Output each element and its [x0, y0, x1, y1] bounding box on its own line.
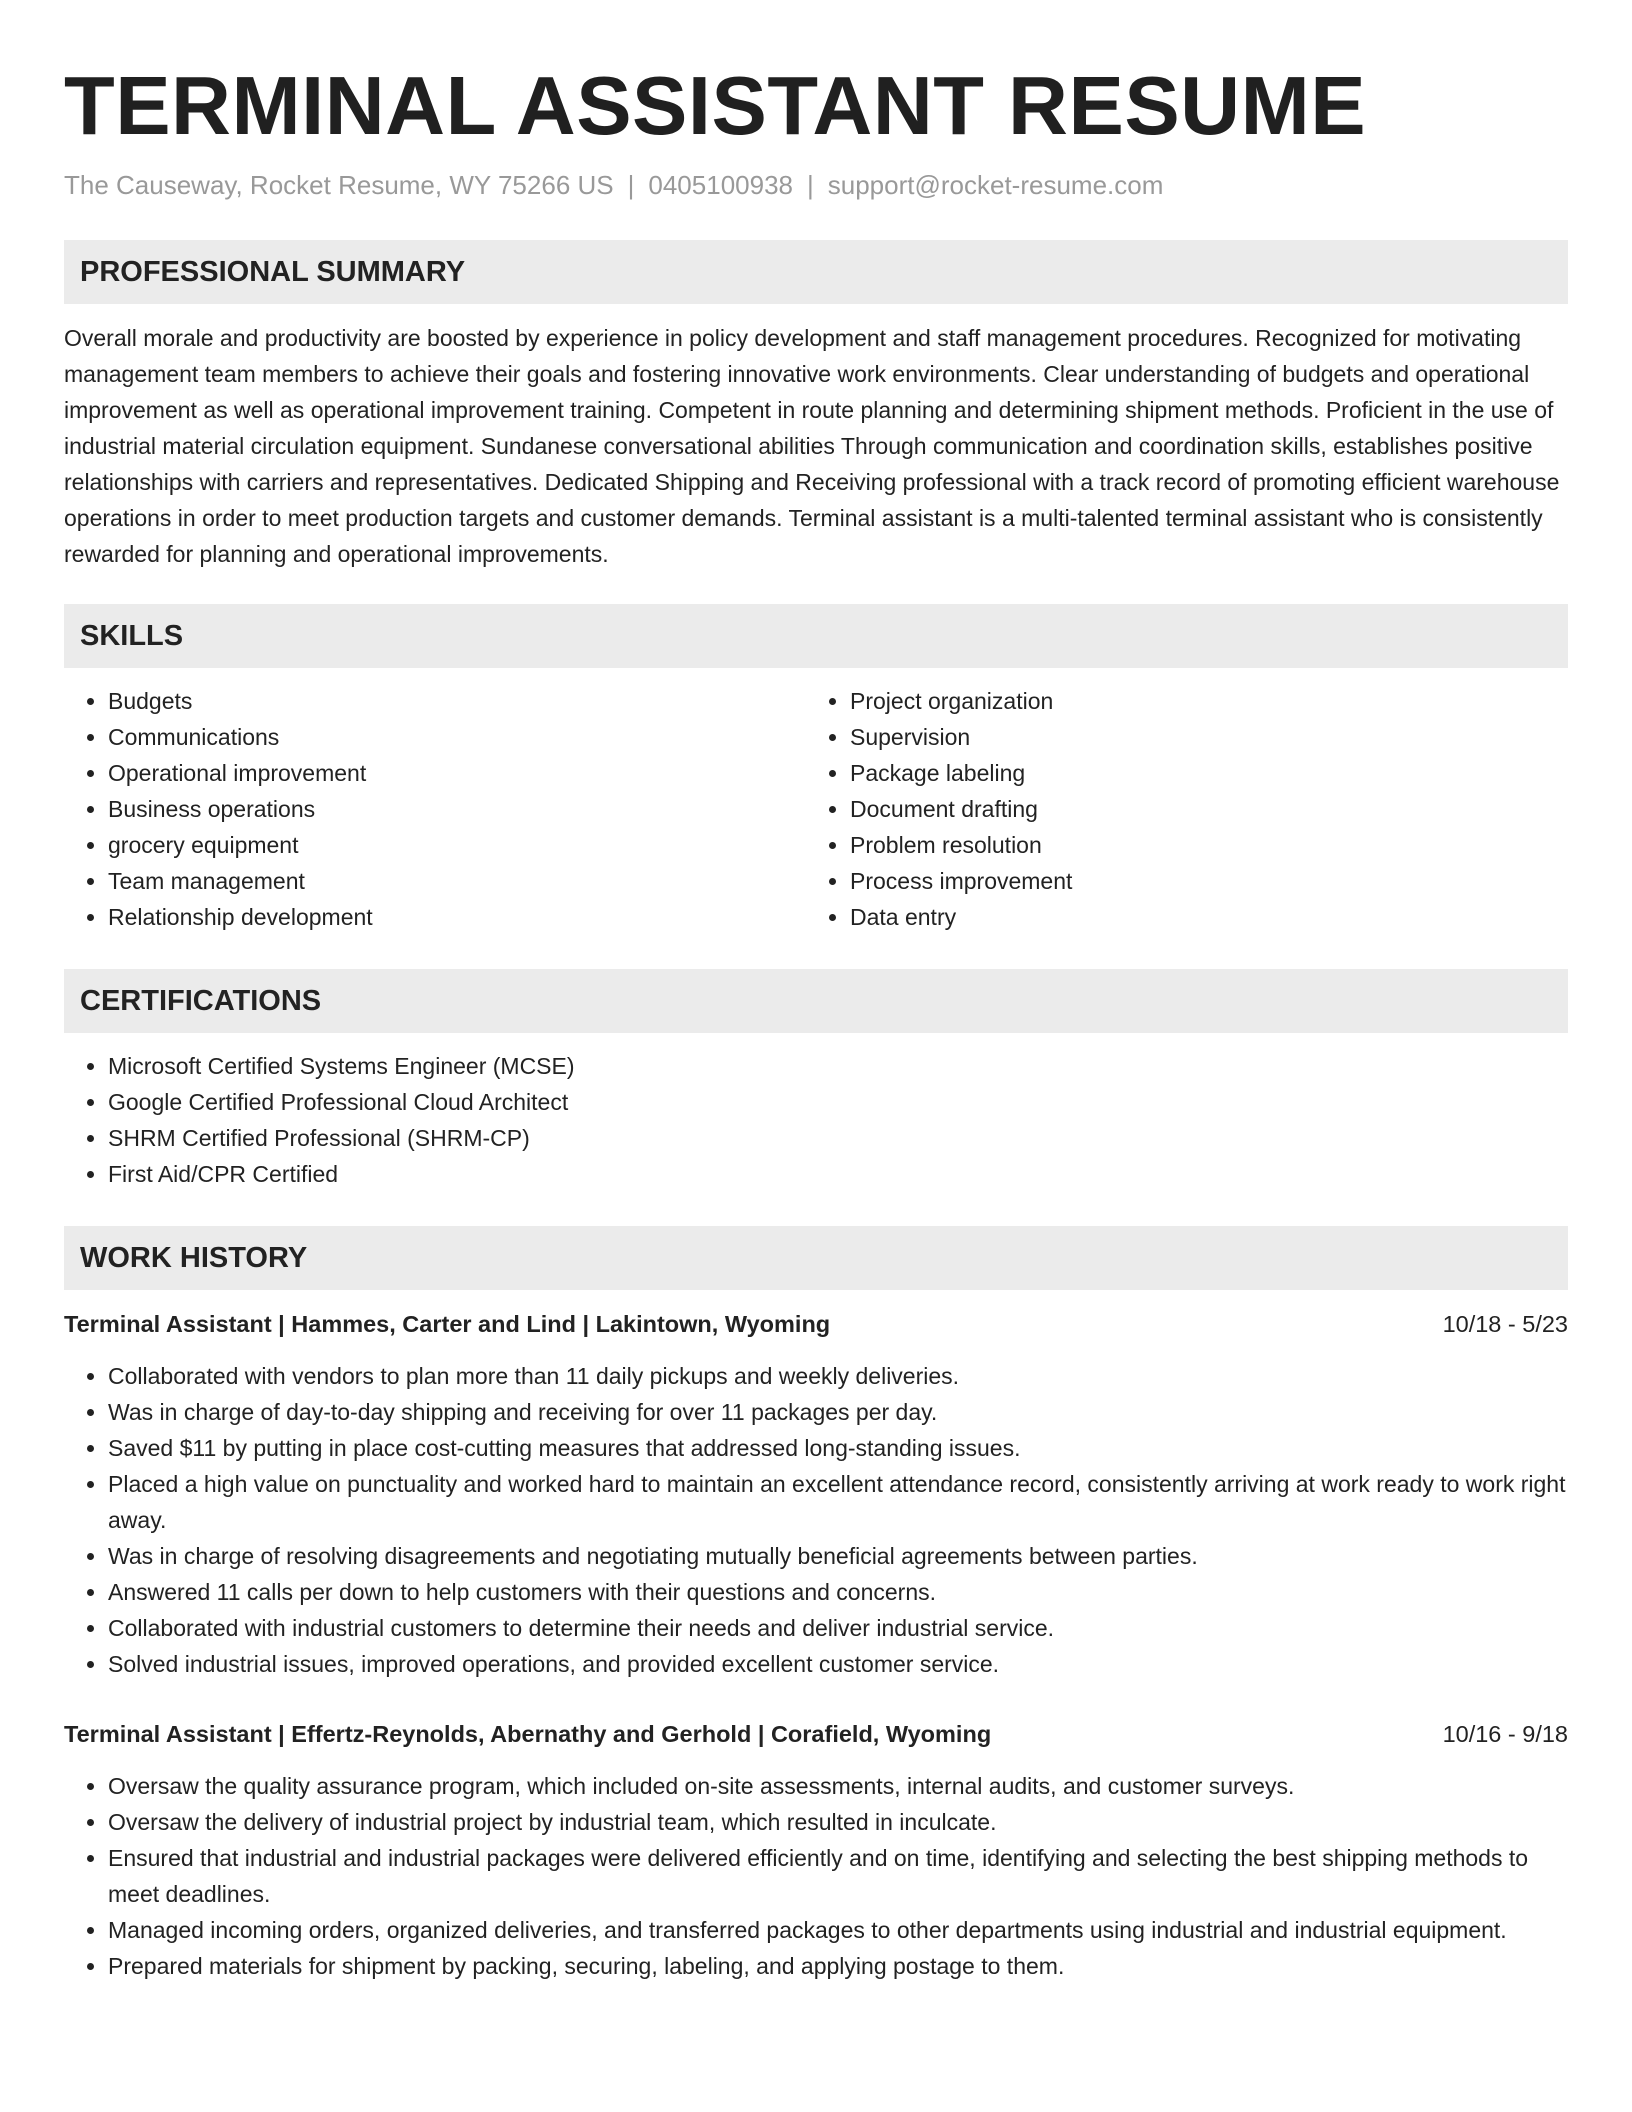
certification-item: • First Aid/CPR Certified: [108, 1156, 1568, 1192]
skill-item: • Team management: [108, 863, 806, 899]
job-dates: 10/16 - 9/18: [1442, 1721, 1568, 1747]
skill-item: • Process improvement: [850, 863, 1548, 899]
job-entry: [64, 1716, 1568, 1984]
skill-item: • Supervision: [850, 719, 1548, 755]
job-bullet: • Collaborated with industrial customers to determine their needs and deliver industrial service.: [108, 1610, 1568, 1646]
contact-separator: |: [807, 170, 814, 200]
contact-address: The Causeway, Rocket Resume, WY 75266 US: [64, 170, 614, 200]
job-bullet: • Oversaw the delivery of industrial project by industrial team, which resulted in inculcate.: [108, 1804, 1568, 1840]
job-bullet: • Ensured that industrial and industrial packages were delivered efficiently and on time, identifying and selecting the best shipping methods to meet deadlines.: [108, 1840, 1568, 1912]
job-bullet: • Oversaw the quality assurance program, which included on-site assessments, internal audits, and customer surveys.: [108, 1768, 1568, 1804]
skill-item: • Communications: [108, 719, 806, 755]
skill-item: • Budgets: [108, 683, 806, 719]
contact-email: support@rocket-resume.com: [827, 170, 1164, 200]
job-entry: [64, 1306, 1568, 1682]
certification-item: • SHRM Certified Professional (SHRM-CP): [108, 1120, 1568, 1156]
contact-line: [64, 168, 1568, 202]
job-dates: 10/18 - 5/23: [1442, 1311, 1568, 1337]
job-bullet: • Placed a high value on punctuality and worked hard to maintain an excellent attendance record, consistently arriving at work ready to work right away.: [108, 1466, 1568, 1538]
skill-item: • Document drafting: [850, 791, 1548, 827]
job-bullet: • Was in charge of resolving disagreements and negotiating mutually beneficial agreements between parties.: [108, 1538, 1568, 1574]
skill-item: • Problem resolution: [850, 827, 1548, 863]
summary-text: Overall morale and productivity are boosted by experience in policy development and staff management procedures. Recognized for motivating management team members to achieve their goals and fostering innovative work environments. Clear understanding of budgets and operational improvement as well as operational improvement training. Competent in route planning and determining shipment methods. Proficient in the use of industrial material circulation equipment. Sundanese conversational abilities Through communication and coordination skills, establishes positive relationships with carriers and representatives. Dedicated Shipping and Receiving professional with a track record of promoting efficient warehouse operations in order to meet production targets and customer demands. Terminal assistant is a multi-talented terminal assistant who is consistently rewarded for planning and operational improvements.: [64, 325, 1560, 567]
certifications-list: [64, 1048, 1568, 1192]
job-bullet: • Was in charge of day-to-day shipping and receiving for over 11 packages per day.: [108, 1394, 1568, 1430]
job-title: Terminal Assistant | Hammes, Carter and Lind | Lakintown, Wyoming: [64, 1311, 831, 1337]
skills-column-left: [64, 683, 806, 935]
job-bullet: • Managed incoming orders, organized deliveries, and transferred packages to other departments using industrial and industrial equipment.: [108, 1912, 1568, 1948]
job-header: [64, 1716, 1568, 1752]
certification-item: • Google Certified Professional Cloud Architect: [108, 1084, 1568, 1120]
job-header: [64, 1306, 1568, 1342]
resume-title: TERMINAL ASSISTANT RESUME: [64, 59, 1367, 152]
skill-item: • grocery equipment: [108, 827, 806, 863]
job-bullet: • Prepared materials for shipment by packing, securing, labeling, and applying postage to them.: [108, 1948, 1568, 1984]
section-heading-certifications: CERTIFICATIONS: [64, 969, 1568, 1033]
job-bullets: [64, 1358, 1568, 1682]
job-bullet: • Solved industrial issues, improved operations, and provided excellent customer service.: [108, 1646, 1568, 1682]
job-bullet: • Saved $11 by putting in place cost-cutting measures that addressed long-standing issues.: [108, 1430, 1568, 1466]
skills-column-right: [806, 683, 1548, 935]
job-title: Terminal Assistant | Effertz-Reynolds, Abernathy and Gerhold | Corafield, Wyoming: [64, 1721, 992, 1747]
section-heading-work-history: WORK HISTORY: [64, 1226, 1568, 1290]
contact-separator: |: [627, 170, 635, 200]
skill-item: • Operational improvement: [108, 755, 806, 791]
job-bullets: [64, 1768, 1568, 1984]
skill-item: • Project organization: [850, 683, 1548, 719]
contact-phone: 0405100938: [648, 170, 793, 200]
certification-item: • Microsoft Certified Systems Engineer (MCSE): [108, 1048, 1568, 1084]
job-bullet: • Answered 11 calls per down to help customers with their questions and concerns.: [108, 1574, 1568, 1610]
skill-item: • Relationship development: [108, 899, 806, 935]
skill-item: • Business operations: [108, 791, 806, 827]
section-heading-summary: PROFESSIONAL SUMMARY: [64, 240, 1568, 304]
skill-item: • Package labeling: [850, 755, 1548, 791]
resume-page: [64, 0, 1568, 1984]
section-heading-skills: SKILLS: [64, 604, 1568, 668]
skill-item: • Data entry: [850, 899, 1548, 935]
skills-list: [64, 683, 1568, 935]
job-bullet: • Collaborated with vendors to plan more than 11 daily pickups and weekly deliveries.: [108, 1358, 1568, 1394]
